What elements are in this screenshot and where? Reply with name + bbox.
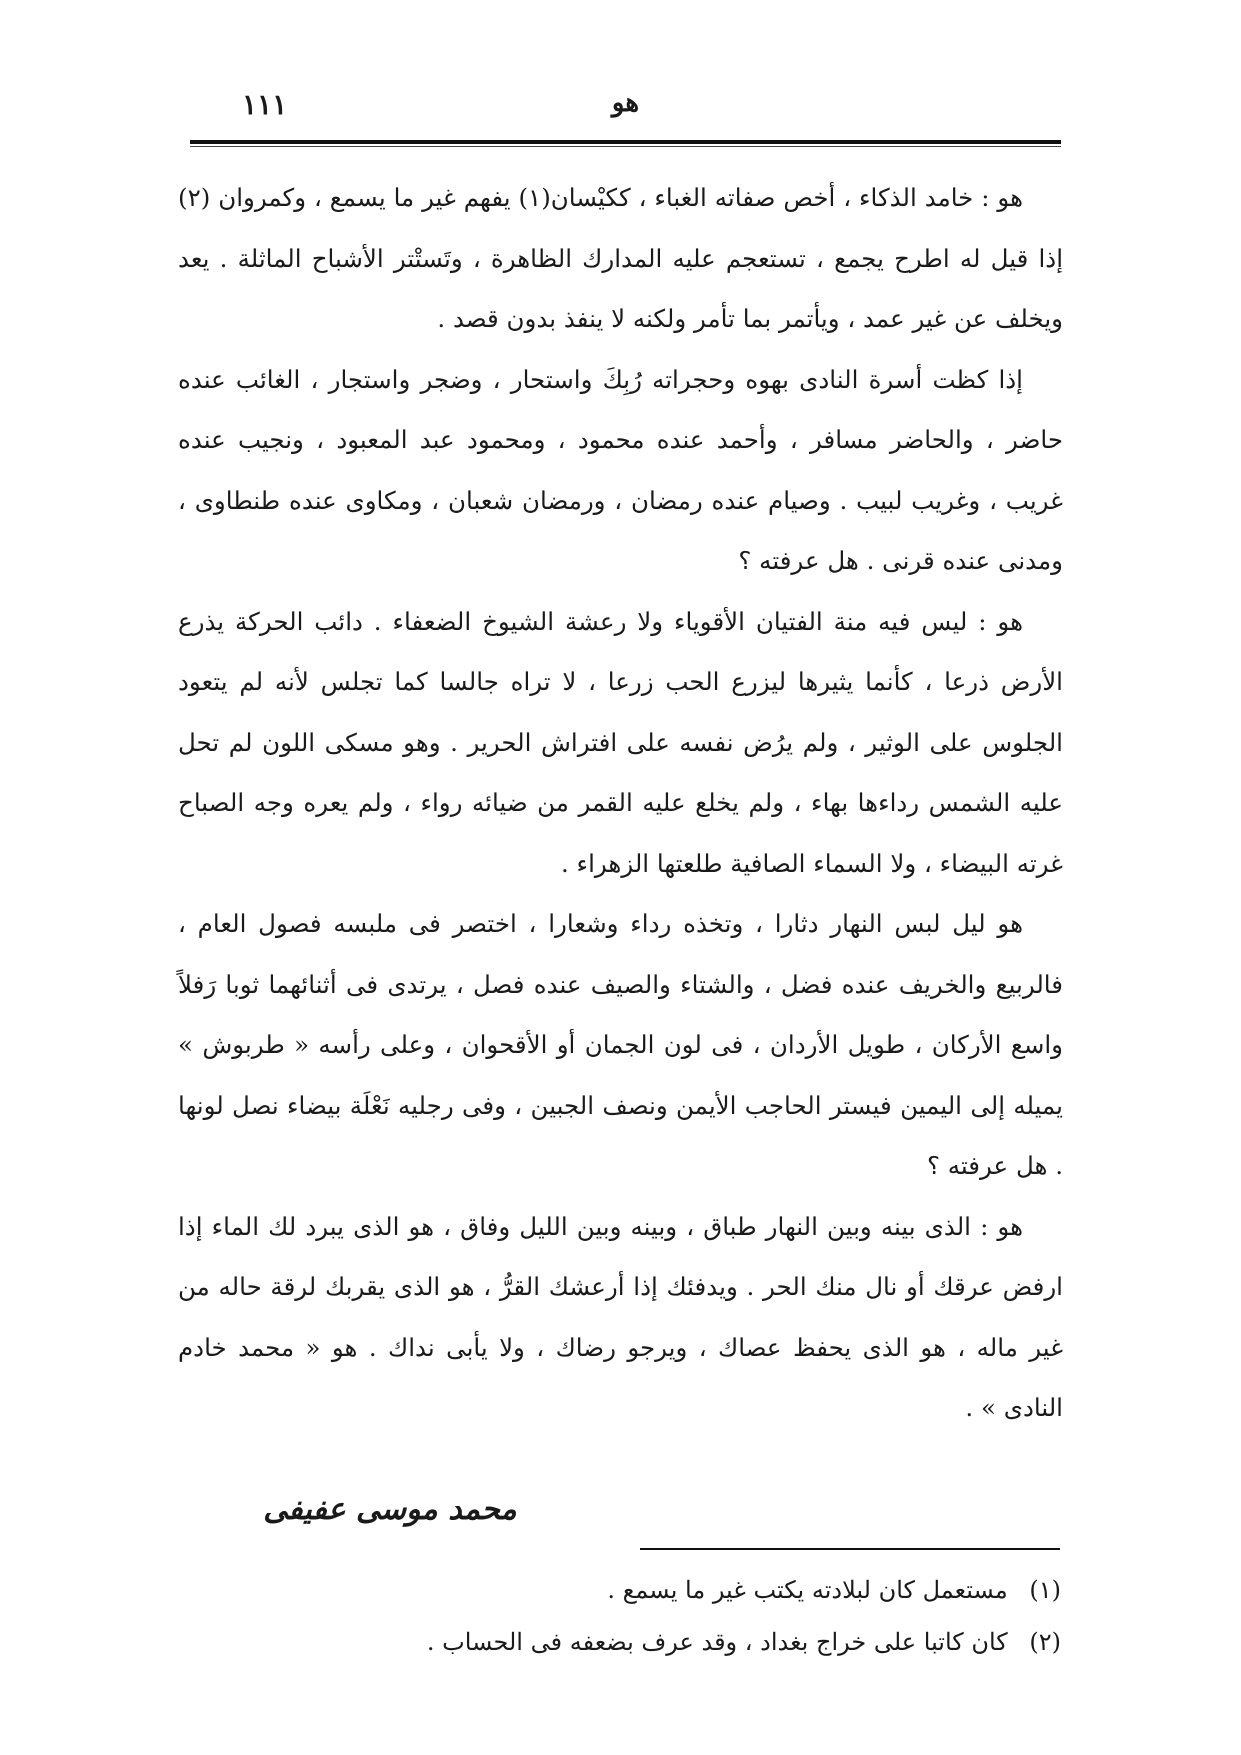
paragraph: هو ليل لبس النهار دثارا ، وتخذه رداء وشعارا ، اختصر فى ملبسه فصول العام ، فالربيع والخريف عنده فضل ، والشتاء والصيف عنده فصل ، يرتدى فى أثنائهما ثوبا رَفلاً واسع الأركان ، طويل الأردان ، فى لون الجمان أو الأقحوان ، وعلى رأسه « طربوش » يميله إلى اليمين فيستر الحاجب الأيمن ونصف الجبين ، وفى رجليه نَعْلَة بيضاء نصل لونها . هل عرفته ؟	[178, 909, 1063, 1180]
paragraph: هو : ليس فيه منة الفتيان الأقوياء ولا رعشة الشيوخ الضعفاء . دائب الحركة يذرع الأرض ذرعا ، كأنما يثيرها ليزرع الحب زرعا ، لا تراه جالسا كما تجلس لأنه لم يتعود الجلوس على الوثير ، ولم يرُض نفسه على افتراش الحرير . وهو مسكى اللون لم تحل عليه الشمس رداءها بهاء ، ولم يخلع عليه القمر من ضيائه رواء ، ولم يعره وجه الصباح غرته البيضاء ، ولا السماء الصافية طلعتها الزهراء .	[178, 606, 1063, 878]
footnote-mark: (٢)	[1029, 1628, 1061, 1656]
paragraph: هو : الذى بينه وبين النهار طباق ، وبينه وبين الليل وفاق ، هو الذى يبرد لك الماء إذا ارفض عرقك أو نال منك الحر . ويدفئك إذا أرعشك القرُّ ، هو الذى يقربك لرقة حاله من غير ماله ، هو الذى يحفظ عصاك ، ويرجو رضاك ، ولا يأبى نداك . هو « محمد خادم النادى » .	[178, 1211, 1063, 1422]
paragraph: إذا كظت أسرة النادى بهوه وحجراته رُبِكَ واستحار ، وضجر واستجار ، الغائب عنده حاضر ، والحاضر مسافر ، وأحمد عنده محمود ، ومحمود عبد المعبود ، ونجيب عنده غريب ، وغريب لبيب . وصيام عنده رمضان ، ورمضان شعبان ، ومكاوى عنده طنطاوى ، ومدنى عنده قرنى . هل عرفته ؟	[178, 364, 1063, 575]
author-signature: محمد موسى عفيفى	[263, 1492, 517, 1527]
page-number: ١١١	[242, 88, 288, 121]
footnote-rule	[640, 1548, 1060, 1550]
footnote	[320, 1564, 1061, 1616]
footnote-text: كان كاتبا على خراج بغداد ، وقد عرف بضعفه فى الحساب .	[426, 1628, 1008, 1656]
paragraph: هو : خامد الذكاء ، أخص صفاته الغباء ، ككيْسان(١) يفهم غير ما يسمع ، وكمروان (٢) إذا قيل له اطرح يجمع ، تستعجم عليه المدارك الظاهرة ، وتَستْتر الأشباح الماثلة . يعد ويخلف عن غير عمد ، ويأتمر بما تأمر ولكنه لا ينفذ بدون قصد .	[178, 183, 1063, 333]
footnote-text: مستعمل كان لبلادته يكتب غير ما يسمع .	[607, 1576, 1008, 1604]
footnote-mark: (١)	[1029, 1576, 1061, 1604]
header-rule	[190, 140, 1061, 144]
running-head: هو	[611, 88, 640, 118]
header-rule-thin	[190, 146, 1061, 147]
footnotes	[320, 1564, 1061, 1668]
footnote	[320, 1616, 1061, 1668]
body-text	[178, 168, 1063, 1439]
page-header	[190, 88, 1061, 132]
